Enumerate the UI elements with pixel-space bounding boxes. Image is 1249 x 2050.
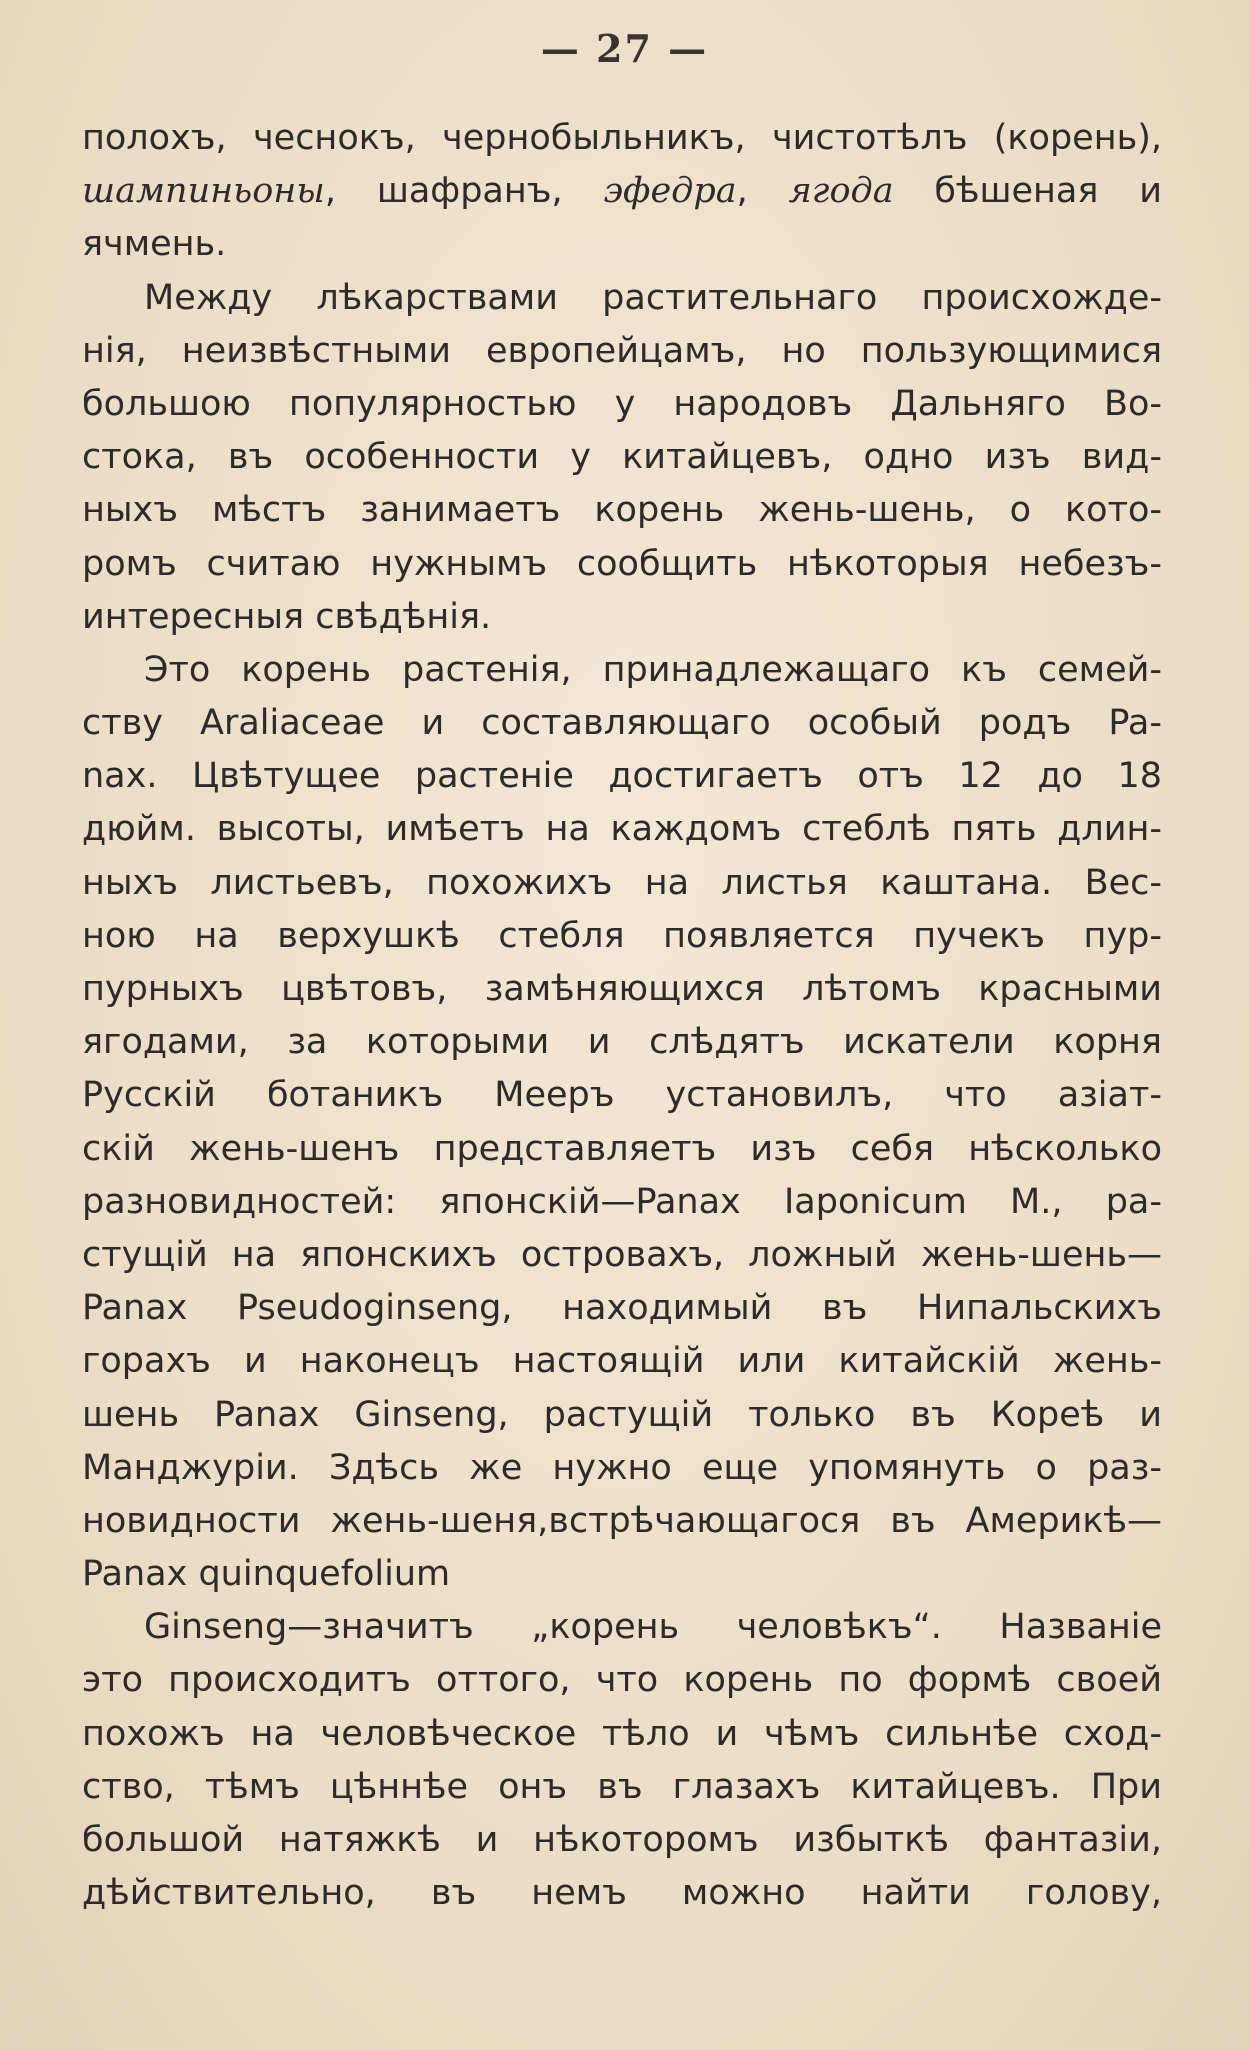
text-line: ству Araliaceae и составляющаго особый родъ Pa-	[82, 703, 1162, 744]
text-segment: бѣшеная и	[893, 171, 1162, 212]
text-line: Манджуріи. Здѣсь же нужно еще упомянуть о раз-	[82, 1447, 1162, 1488]
text-line: ромъ считаю нужнымъ сообщить нѣкоторыя небезъ-	[82, 543, 1162, 584]
text-line: Panax quinquefolium	[82, 1554, 451, 1595]
text-line: ныхъ мѣстъ занимаетъ корень жень-шень, о кото-	[82, 490, 1162, 531]
text-line: дюйм. высоты, имѣетъ на каждомъ стеблѣ пять длин-	[82, 809, 1162, 850]
text-line: стущій на японскихъ островахъ, ложный жень-шень—	[82, 1234, 1162, 1275]
italic-term: ягода	[788, 171, 894, 212]
text-segment: , шафранъ,	[324, 171, 604, 212]
text-line: nax. Цвѣтущее растеніе достигаетъ отъ 12 до 18	[82, 756, 1162, 797]
text-line: Между лѣкарствами растительнаго происхожде-	[144, 277, 1162, 318]
italic-term: шампиньоны	[82, 171, 325, 212]
italic-term: эфедра	[603, 171, 737, 212]
text-line: полохъ, чеснокъ, чернобыльникъ, чистотѣлъ (корень),	[82, 118, 1162, 158]
page-number: — 27 —	[540, 26, 709, 71]
text-line: большою популярностью у народовъ Дальняго Во-	[82, 383, 1162, 424]
text-line: ною на верхушкѣ стебля появляется пучекъ пур-	[82, 915, 1162, 956]
text-line: горахъ и наконецъ настоящій или китайскій жень-	[82, 1341, 1162, 1382]
text-line: интересныя свѣдѣнія.	[82, 596, 492, 637]
text-line: Это корень растенія, принадлежащаго къ семей-	[144, 649, 1162, 690]
body-text	[82, 112, 1162, 1920]
text-line: Русскій ботаникъ Мееръ установилъ, что азіат-	[82, 1075, 1162, 1116]
text-line: пурныхъ цвѣтовъ, замѣняющихся лѣтомъ красными	[82, 969, 1162, 1009]
text-line: новидности жень-шеня,встрѣчающагося въ Америкѣ—	[82, 1500, 1162, 1541]
text-line: Ginseng—значитъ „корень человѣкъ“. Названіе	[144, 1607, 1162, 1648]
text-line: большой натяжкѣ и нѣкоторомъ избыткѣ фантазіи,	[82, 1820, 1162, 1860]
text-line: похожъ на человѣческое тѣло и чѣмъ сильнѣе сход-	[82, 1713, 1162, 1754]
text-line: шень Panax Ginseng, растущій только въ Кореѣ и	[82, 1394, 1162, 1435]
text-segment: ,	[736, 171, 789, 212]
text-line: скій жень-шенъ представляетъ изъ себя нѣсколько	[82, 1128, 1162, 1169]
text-line: ныхъ листьевъ, похожихъ на листья каштана. Вес-	[82, 862, 1162, 903]
text-line: разновидностей: японскій—Panax Iaponicum M., ра-	[82, 1181, 1162, 1222]
text-line: это происходитъ оттого, что корень по формѣ своей	[82, 1660, 1162, 1701]
text-line: Panax Pseudoginseng, находимый въ Нипальскихъ	[82, 1288, 1162, 1329]
text-line: нія, неизвѣстными европейцамъ, но пользующимися	[82, 330, 1162, 371]
text-line: ягодами, за которыми и слѣдятъ искатели корня	[82, 1022, 1162, 1063]
text-line: ячмень.	[82, 224, 227, 265]
text-line: дѣйствительно, въ немъ можно найти голову,	[82, 1873, 1162, 1914]
text-line	[82, 165, 1162, 218]
text-line: стока, въ особенности у китайцевъ, одно изъ вид-	[82, 437, 1162, 478]
text-line: ство, тѣмъ цѣннѣе онъ въ глазахъ китайцевъ. При	[82, 1766, 1162, 1807]
